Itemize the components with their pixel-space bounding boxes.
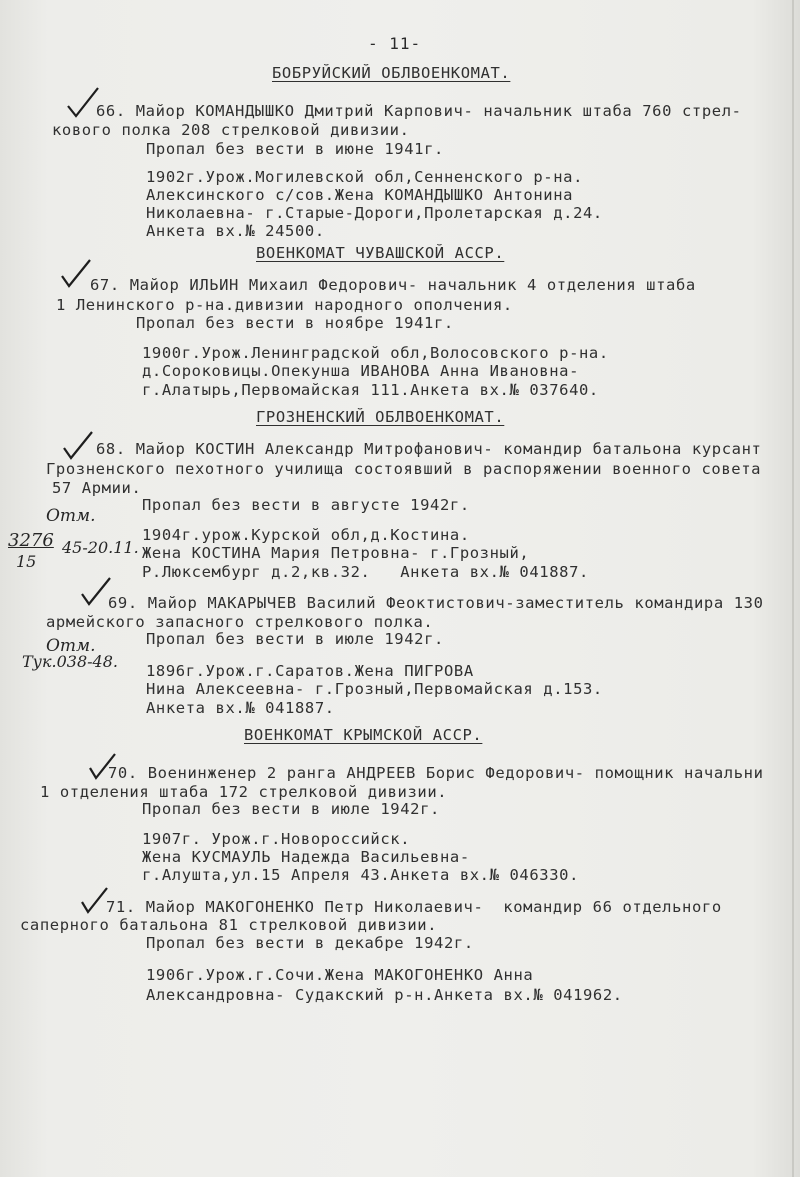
handwritten-note: Отм. (46, 636, 96, 656)
entry-line: 71. Майор МАКОГОНЕНКО Петр Николаевич- командир 66 отдельного (106, 898, 722, 916)
entry-line: Анкета вх.№ 041887. (146, 699, 335, 717)
entry-line: Алексинского с/сов.Жена КОМАНДЫШКО Антонина (146, 186, 574, 204)
entry-line: Жена КУСМАУЛЬ Надежда Васильевна- (142, 848, 470, 866)
entry-line: 1896г.Урож.г.Саратов.Жена ПИГРОВА (146, 662, 474, 680)
handwritten-note: 15 (16, 552, 37, 571)
entry-line: Пропал без вести в ноябре 1941г. (136, 314, 454, 332)
section-heading: ВОЕНКОМАТ ЧУВАШСКОЙ АССР. (256, 244, 505, 262)
entry-line: 69. Майор МАКАРЫЧЕВ Василий Феоктистович-заместитель командира 130 (108, 594, 764, 612)
entry-line: саперного батальона 81 стрелковой дивизии. (20, 916, 438, 934)
entry-line: 1900г.Урож.Ленинградской обл,Волосовского р-на. (142, 344, 609, 362)
entry-line: Николаевна- г.Старые-Дороги,Пролетарская д.24. (146, 204, 603, 222)
entry-line: Александровна- Судакский р-н.Анкета вх.№ 041962. (146, 986, 623, 1004)
entry-line: 1902г.Урож.Могилевской обл,Сенненского р-на. (146, 168, 583, 186)
entry-line: г.Алушта,ул.15 Апреля 43.Анкета вх.№ 046330. (142, 866, 579, 884)
section-heading: ВОЕНКОМАТ КРЫМСКОЙ АССР. (244, 726, 483, 744)
entry-line: 1906г.Урож.г.Сочи.Жена МАКОГОНЕНКО Анна (146, 966, 534, 984)
entry-line: Р.Люксембург д.2,кв.32. Анкета вх.№ 041887. (142, 563, 589, 581)
entry-line: 68. Майор КОСТИН Александр Митрофанович- командир батальона курсант (96, 440, 762, 458)
entry-line: Пропал без вести в июле 1942г. (142, 800, 440, 818)
handwritten-note: 45-20.11. (62, 538, 139, 557)
entry-line: г.Алатырь,Первомайская 111.Анкета вх.№ 037640. (142, 381, 599, 399)
entry-line: 1 отделения штаба 172 стрелковой дивизии. (40, 783, 448, 801)
entry-line: д.Сороковицы.Опекунша ИВАНОВА Анна Ивановна- (142, 362, 579, 380)
entry-line: 1 Ленинского р-на.дивизии народного ополчения. (56, 296, 513, 314)
entry-line: 67. Майор ИЛЬИН Михаил Федорович- начальник 4 отделения штаба (90, 276, 696, 294)
handwritten-note: Тук.038-48. (22, 652, 118, 671)
entry-line: кового полка 208 стрелковой дивизии. (52, 121, 410, 139)
entry-line: Пропал без вести в июне 1941г. (146, 140, 444, 158)
handwritten-note: Отм. (46, 506, 96, 526)
entry-line: Пропал без вести в августе 1942г. (142, 496, 470, 514)
entry-line: Пропал без вести в декабре 1942г. (146, 934, 474, 952)
handwritten-note: 3276 (8, 530, 54, 551)
section-heading: БОБРУЙСКИЙ ОБЛВОЕНКОМАТ. (272, 64, 511, 82)
entry-line: армейского запасного стрелкового полка. (46, 613, 434, 631)
entry-line: 1904г.урож.Курской обл,д.Костина. (142, 526, 470, 544)
entry-line: 66. Майор КОМАНДЫШКО Дмитрий Карпович- начальник штаба 760 стрел- (96, 102, 742, 120)
entry-line: Пропал без вести в июле 1942г. (146, 630, 444, 648)
checkmark-icon (60, 258, 94, 290)
section-heading: ГРОЗНЕНСКИЙ ОБЛВОЕНКОМАТ. (256, 408, 505, 426)
entry-line: 1907г. Урож.г.Новороссийск. (142, 830, 411, 848)
entry-line: Грозненского пехотного училища состоявший в распоряжении военного совета (46, 460, 762, 478)
checkmark-icon (62, 430, 96, 462)
entry-line: 57 Армии. (52, 479, 142, 497)
page-edge (792, 0, 794, 1177)
entry-line: Нина Алексеевна- г.Грозный,Первомайская д.153. (146, 680, 603, 698)
entry-line: 70. Военинженер 2 ранга АНДРЕЕВ Борис Федорович- помощник начальни (108, 764, 764, 782)
entry-line: Жена КОСТИНА Мария Петровна- г.Грозный, (142, 544, 530, 562)
entry-line: Анкета вх.№ 24500. (146, 222, 325, 240)
page-number: - 11- (368, 34, 422, 53)
